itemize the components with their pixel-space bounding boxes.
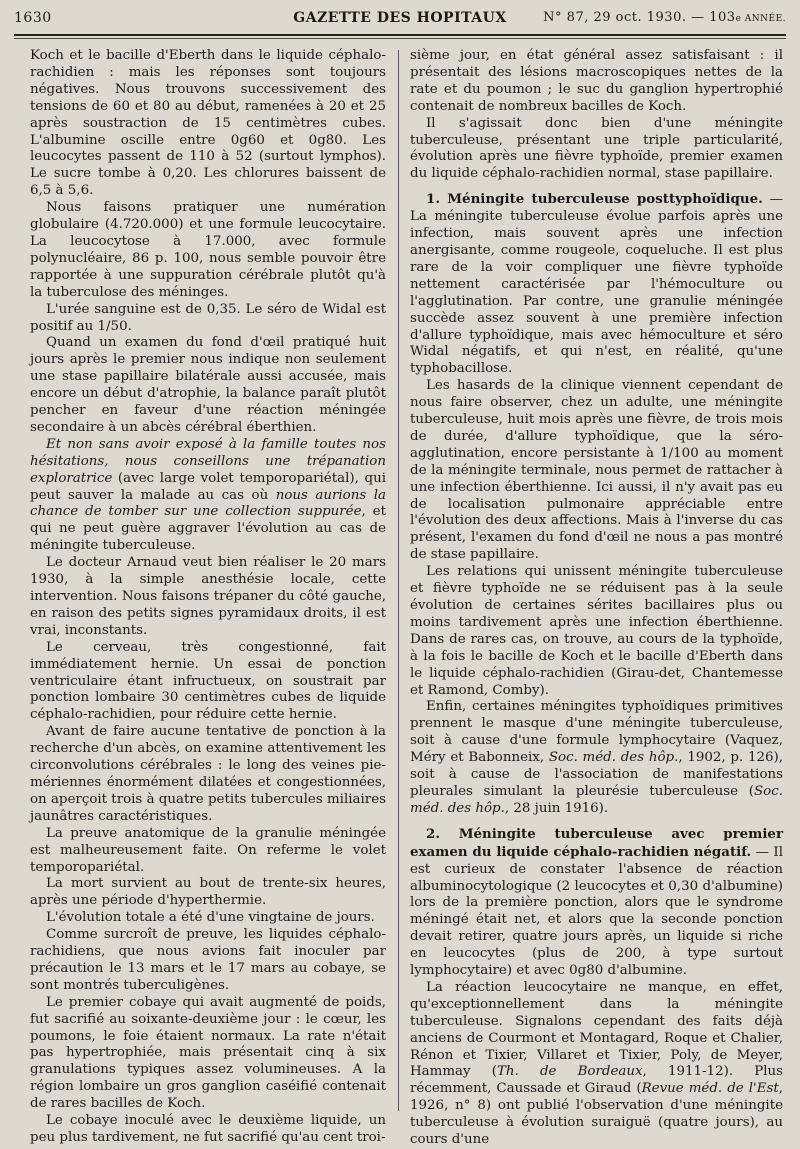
text: , 28 juin 1916). — [504, 800, 609, 816]
page-header — [14, 8, 786, 30]
paragraph — [30, 437, 386, 555]
paragraph: Avant de faire aucune tentative de ponction à la recherche d'un abcès, on examine attentivement les circonvolutions cérébrales : le long des veines pie-mériennes énormément dilatées et congestionnées, on aperçoit trois à quatre petits tubercules miliaires jaunâtres caractéristiques. — [30, 724, 386, 824]
journal-title: GAZETTE DES HOPITAUX — [293, 10, 507, 26]
paragraph: Nous faisons pratiquer une numération globulaire (4.720.000) et une formule leucocytaire. La leucocytose à 17.000, avec formule polynucléaire, 86 p. 100, nous semble pouvoir être rapportée à une suppuration cérébrale plutôt qu'à la tuberculose des méninges. — [30, 200, 386, 300]
citation: Revue méd. de l'Est — [641, 1081, 779, 1097]
paragraph: Le cerveau, très congestionné, fait immédiatement hernie. Un essai de ponction ventriculaire étant infructueux, on soustrait par ponction lombaire 30 centimètres cubes de liquide céphalo-rachidien, pour réduire cette hernie. — [30, 639, 386, 723]
text: Enfin, certaines méningites typhoïdiques primitives prennent le masque d'une méningite tuberculeuse, soit à cause d'une formule lymphocytaire (Vaquez, Méry et Babonneix, — [410, 699, 783, 766]
italic-text: nous aurions la chance de tomber sur une collection suppurée — [30, 487, 386, 520]
text: — La méningite tuberculeuse évolue parfois après une infection, mais souvent après une infection anergisante, comme rougeole, coqueluche. Il est plus rare de la voir compliquer une fièvre typhoïde nettement caractérisée par l'hémoculture ou l'agglutination. Par contre, une granulie méningée succède assez souvent à une première infection d'allure typhoïdique, mais avec hémoculture et séro Widal négatifs, et qui n'est, en réalité, qu'une typhobacillose. — [410, 192, 783, 377]
paragraph: Le cobaye inoculé avec le deuxième liquide, un peu plus tardivement, ne fut sacrifié qu'au cent troi- — [30, 1113, 386, 1145]
paragraph: L'évolution totale a été d'une vingtaine de jours. — [46, 910, 375, 926]
paragraph: Les hasards de la clinique viennent cependant de nous faire observer, chez un adulte, une méningite tuberculeuse, huit mois après une fièvre, de trois mois de durée, d'allure typhoïdique, que la séro-agglutination, encore persistante à 1/100 au moment de la méningite terminale, nous permet de rattacher à une infection éberthienne. Ici aussi, il n'y avait pas eu de localisation pulmonaire appréciable entre l'évolution des deux affections. Mais à l'inverse du cas présent, l'examen du fond d'œil ne nous a pas montré de stase papillaire. — [410, 378, 783, 563]
paragraph: Koch et le bacille d'Eberth dans le liquide céphalo-rachidien : mais les réponses sont toujours négatives. Nous trouvons successivement des tensions de 60 et 80 au début, ramenées à 20 et 25 après soustraction de 15 centimètres cubes. L'albumine oscille entre 0g60 et 0g80. Les leucocytes passent de 110 à 52 (surtout lymphos). Le sucre tombe à 0,20. Les chlorures baissent de 6,5 à 5,6. — [30, 48, 386, 199]
paragraph: Comme surcroît de preuve, les liquides céphalo-rachidiens, que nous avions fait inoculer par précaution le 13 mars et le 17 mars au cobaye, se sont montrés tuberculigènes. — [30, 927, 386, 993]
text: , 1911-12). Plus récemment, Caussade et Giraud ( — [410, 1064, 784, 1097]
section-paragraph — [410, 826, 783, 980]
citation: Th. de Bordeaux — [496, 1064, 643, 1080]
section-heading: 1. Méningite tuberculeuse posttyphoïdique. — [426, 191, 763, 208]
paragraph: Les relations qui unissent méningite tuberculeuse et fièvre typhoïde ne se réduisent pas à la seule évolution de certaines sérites bacillaires plus ou moins tardivement après une infection éberthienne. Dans de rares cas, on trouve, au cours de la typhoïde, à la fois le bacille de Koch et le bacille d'Eberth dans le liquide céphalo-rachidien (Girau-det, Chantemesse et Ramond, Comby). — [410, 564, 783, 698]
issue-info — [543, 10, 786, 25]
year-suffix: e ANNÉE. — [735, 14, 786, 24]
paragraph: La preuve anatomique de la granulie méningée est malheureusement faite. On referme le volet temporopariétal. — [30, 825, 386, 875]
paragraph: Le docteur Arnaud veut bien réaliser le 20 mars 1930, à la simple anesthésie locale, cette intervention. Nous faisons trépaner du côté gauche, en raison des petits signes pyramidaux droits, il est vrai, inconstants. — [30, 555, 386, 638]
header-rule-thin — [14, 38, 786, 39]
header-rule — [14, 34, 786, 36]
paragraph: Le premier cobaye qui avait augmenté de poids, fut sacrifié au soixante-deuxième jour : le cœur, les poumons, le foie étaient normaux. La rate n'était pas hypertrophiée, mais présentait cinq à six granulations typiques assez volumineuses. A la région lombaire un gros ganglion caséifié contenait de rares bacilles de Koch. — [30, 994, 386, 1112]
italic-text: Et non sans avoir exposé à la famille toutes nos hésitations, nous conseillons une trépanation exploratrice — [30, 436, 386, 486]
paragraph: sième jour, en état général assez satisfaisant : il présentait des lésions macroscopiques nettes de la rate et du poumon ; le suc du ganglion hypertrophié contenait de nombreux bacilles de Koch. — [410, 48, 783, 114]
citation: Soc. méd. des hôp. — [548, 750, 679, 766]
text: , 1902, p. 126), soit à cause de l'association de manifestations pleurales simulant la pleurésie tuberculeuse ( — [410, 750, 783, 799]
text: La réaction leucocytaire ne manque, en effet, qu'exceptionnellement dans la méningite tuberculeuse. Signalons cependant des faits déjà anciens de Courmont et Montagard, Roque et Chalier, Rénon et Tixier, Villaret et Tixier, Poly, de Meyer, Hammay ( — [410, 979, 783, 1080]
text: , et qui ne peut guère aggraver l'évolution au cas de méningite tuberculeuse. — [30, 504, 386, 554]
issue-number: N° 87, 29 oct. 1930. — 103 — [543, 10, 736, 25]
paragraph: Quand un examen du fond d'œil pratiqué huit jours après le premier nous indique non seulement une stase papillaire bilatérale aussi accusée, mais encore un début d'atrophie, la balance paraît plutôt pencher en faveur d'une réaction méningée secondaire à un abcès cérébral éberthien. — [30, 335, 386, 435]
column-divider — [398, 50, 399, 1111]
paragraph — [410, 980, 783, 1149]
page-number: 1630 — [14, 10, 52, 26]
text: — Il est curieux de constater l'absence de réaction albuminocytologique (2 leucocytes et 0,30 d'albumine) lors de la première ponction, alors que le syndrome méningé était net, et alors que la seconde ponction devait retirer, quatre jours après, un liquide si riche en leucocytes (plus de 200, à type surtout lymphocytaire) et avec 0g80 d'albumine. — [410, 844, 783, 979]
paragraph — [410, 699, 783, 817]
paragraph: L'urée sanguine est de 0,35. Le séro de Widal est positif au 1/50. — [30, 301, 386, 334]
right-column — [410, 48, 784, 1148]
section-paragraph — [410, 191, 783, 378]
citation: Soc. méd. des hôp. — [410, 783, 783, 816]
paragraph: Il s'agissait donc bien d'une méningite tuberculeuse, présentant une triple particularité, évolution après une fièvre typhoïde, premier examen du liquide céphalo-rachidien normal, stase papillaire. — [410, 115, 783, 182]
paragraph: La mort survient au bout de trente-six heures, après une période d'hyperthermie. — [30, 876, 386, 909]
text: , 1926, n° 8) ont publié l'observation d'une méningite tuberculeuse à évolution suraiguë (quatre jours), au cours d'une — [410, 1081, 783, 1148]
left-column — [30, 48, 386, 1145]
text: (avec large volet temporopariétal), qui peut sauver la malade au cas où — [30, 470, 386, 503]
section-heading: 2. Méningite tuberculeuse avec premier examen du liquide céphalo-rachidien négatif. — [410, 825, 783, 860]
